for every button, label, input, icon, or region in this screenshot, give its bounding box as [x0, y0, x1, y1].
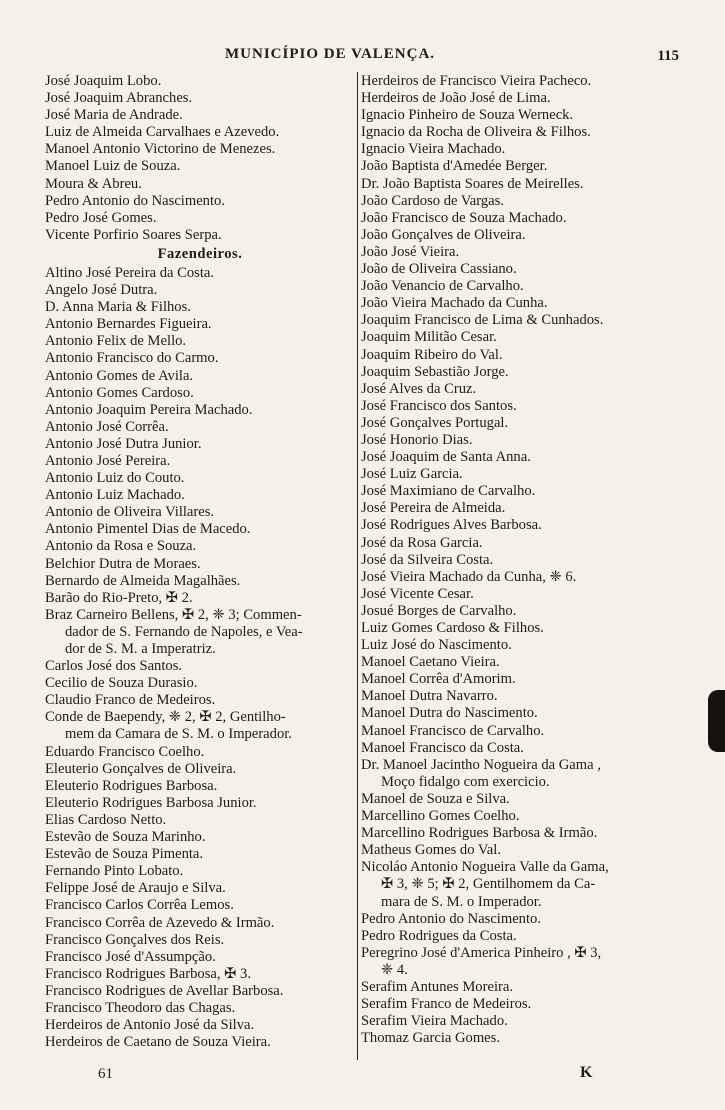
list-item: Joaquim Ribeiro do Val.: [361, 346, 503, 363]
list-item: Marcellino Rodrigues Barbosa & Irmão.: [361, 825, 598, 842]
entry-line: Peregrino José d'America Pinheiro , ✠ 3,: [361, 944, 602, 961]
list-item: Pedro Antonio do Nascimento.: [45, 192, 225, 209]
list-item: João Cardoso de Vargas.: [361, 192, 504, 209]
list-item: Manoel Caetano Vieira.: [361, 654, 500, 671]
list-item: Pedro Antonio do Nascimento.: [361, 910, 541, 927]
list-item: Antonio de Oliveira Villares.: [45, 504, 215, 521]
list-item: José Vicente Cesar.: [361, 585, 474, 602]
list-item: Francisco Corrêa de Azevedo & Irmão.: [45, 914, 275, 931]
list-item: Dr. João Baptista Soares de Meirelles.: [361, 175, 584, 192]
list-item: João Vieira Machado da Cunha.: [361, 295, 548, 312]
merchant-list: [45, 73, 355, 244]
list-item: Herdeiros de João José de Lima.: [361, 90, 551, 107]
list-item: Felippe José de Araujo e Silva.: [45, 880, 226, 897]
list-item: Francisco Carlos Corrêa Lemos.: [45, 897, 234, 914]
list-item: Marcellino Gomes Coelho.: [361, 808, 520, 825]
list-item: Francisco José d'Assumpção.: [45, 948, 216, 965]
list-item: José Luiz Garcia.: [361, 466, 463, 483]
list-item: Ignacio Pinheiro de Souza Werneck.: [361, 107, 574, 124]
entry-line: mem da Camara de S. M. o Imperador.: [65, 726, 292, 743]
list-item: Antonio Felix de Mello.: [45, 333, 187, 350]
list-item: Joaquim Sebastião Jorge.: [361, 363, 509, 380]
list-item: Antonio Gomes de Avila.: [45, 367, 194, 384]
list-item: Herdeiros de Francisco Vieira Pacheco.: [361, 73, 592, 89]
list-item: Luiz José do Nascimento.: [361, 637, 512, 654]
sheet-letter: K: [580, 1064, 593, 1081]
list-item: Manoel de Souza e Silva.: [361, 790, 510, 807]
entry-line: Nicoláo Antonio Nogueira Valle da Gama,: [361, 859, 609, 876]
entry-line: mara de S. M. o Imperador.: [381, 893, 542, 910]
list-item: Vicente Porfirio Soares Serpa.: [45, 226, 222, 243]
entry-line: Moço fidalgo com exercicio.: [381, 773, 550, 790]
entry-line: dador de S. Fernando de Napoles, e Vea-: [65, 623, 303, 640]
list-item: Manoel Dutra Navarro.: [361, 688, 498, 705]
section-heading-fazendeiros: Fazendeiros.: [157, 245, 243, 262]
list-item: Manoel Antonio Victorino de Menezes.: [45, 141, 276, 158]
list-item: Joaquim Militão Cesar.: [361, 329, 497, 346]
list-item: João de Oliveira Cassiano.: [361, 261, 517, 278]
list-item: Herdeiros de Caetano de Souza Vieira.: [45, 1034, 271, 1051]
list-item: José da Silveira Costa.: [361, 551, 494, 568]
farmer-list-f: [361, 911, 701, 945]
list-item: Joaquim Francisco de Lima & Cunhados.: [361, 312, 604, 329]
page-number: 115: [657, 48, 679, 64]
list-item: Manoel Luiz de Souza.: [45, 158, 181, 175]
list-item: Belchior Dutra de Moraes.: [45, 555, 201, 572]
list-item: Antonio Luiz do Couto.: [45, 470, 185, 487]
list-item: Eleuterio Rodrigues Barbosa Junior.: [45, 794, 257, 811]
list-item: José Joaquim Lobo.: [45, 73, 162, 89]
list-item: Antonio Pimentel Dias de Macedo.: [45, 521, 251, 538]
entry-line: Dr. Manoel Jacintho Nogueira da Gama ,: [361, 756, 601, 773]
list-item: José da Rosa Garcia.: [361, 534, 483, 551]
list-item: Francisco Rodrigues de Avellar Barbosa.: [45, 982, 284, 999]
list-item: Antonio José Dutra Junior.: [45, 435, 202, 452]
entry-line: ✠ 3, ❈ 5; ✠ 2, Gentilhomem da Ca-: [381, 876, 596, 893]
list-item: Antonio Joaquim Pereira Machado.: [45, 401, 253, 418]
list-item: Bernardo de Almeida Magalhães.: [45, 572, 241, 589]
list-item: José Francisco dos Santos.: [361, 397, 517, 414]
list-item: Antonio Luiz Machado.: [45, 487, 185, 504]
page-edge-mark: [708, 690, 725, 752]
farmer-list-d: [361, 73, 701, 757]
list-item: Antonio José Corrêa.: [45, 418, 169, 435]
list-item: Manoel Francisco da Costa.: [361, 739, 524, 756]
farmer-list-g: [361, 979, 701, 1047]
list-item: Eleuterio Rodrigues Barbosa.: [45, 777, 218, 794]
list-item: Antonio da Rosa e Souza.: [45, 538, 197, 555]
list-item: Pedro Rodrigues da Costa.: [361, 927, 517, 944]
list-item: Claudio Franco de Medeiros.: [45, 692, 216, 709]
farmer-list-b: [45, 658, 355, 709]
list-item: Matheus Gomes do Val.: [361, 842, 501, 859]
farmer-list-a: [45, 265, 355, 607]
list-item: D. Anna Maria & Filhos.: [45, 299, 191, 316]
list-item: José Vieira Machado da Cunha, ❈ 6.: [361, 568, 577, 585]
list-item: Carlos José dos Santos.: [45, 658, 183, 675]
list-item: Cecilio de Souza Durasio.: [45, 675, 198, 692]
list-item: Fernando Pinto Lobato.: [45, 863, 184, 880]
list-item: Eleuterio Gonçalves de Oliveira.: [45, 760, 237, 777]
list-item: Francisco Gonçalves dos Reis.: [45, 931, 225, 948]
list-item: Moura & Abreu.: [45, 175, 142, 192]
running-title: MUNICÍPIO DE VALENÇA.: [225, 46, 436, 62]
list-item: José Gonçalves Portugal.: [361, 414, 509, 431]
running-head: [0, 46, 725, 68]
farmer-list-c: [45, 744, 355, 1052]
list-item: Serafim Antunes Moreira.: [361, 978, 513, 995]
list-item: Ignacio Vieira Machado.: [361, 141, 506, 158]
list-item: Estevão de Souza Pimenta.: [45, 846, 204, 863]
list-item: Pedro José Gomes.: [45, 209, 157, 226]
list-item: Eduardo Francisco Coelho.: [45, 743, 205, 760]
list-item: Serafim Vieira Machado.: [361, 1013, 508, 1030]
list-item: Francisco Theodoro das Chagas.: [45, 999, 236, 1016]
entry-peregrino-jose: [361, 945, 701, 979]
list-item: Francisco Rodrigues Barbosa, ✠ 3.: [45, 965, 251, 982]
list-item: Ignacio da Rocha de Oliveira & Filhos.: [361, 124, 591, 141]
list-item: Antonio José Pereira.: [45, 452, 171, 469]
entry-conde-de-baependy: [45, 709, 355, 743]
list-item: João Venancio de Carvalho.: [361, 278, 524, 295]
list-item: João Francisco de Souza Machado.: [361, 209, 567, 226]
list-item: Luiz Gomes Cardoso & Filhos.: [361, 620, 544, 636]
list-item: Manoel Corrêa d'Amorim.: [361, 671, 516, 688]
list-item: Elias Cardoso Netto.: [45, 811, 167, 828]
entry-line: Conde de Baependy, ❈ 2, ✠ 2, Gentilho-: [45, 709, 286, 726]
entry-nicolao-antonio: [361, 859, 701, 910]
list-item: José Joaquim de Santa Anna.: [361, 449, 531, 466]
list-item: Estevão de Souza Marinho.: [45, 829, 206, 846]
list-item: Antonio Francisco do Carmo.: [45, 350, 219, 367]
list-item: José Honorio Dias.: [361, 431, 473, 448]
entry-line: ❈ 4.: [381, 961, 408, 978]
list-item: Manoel Dutra do Nascimento.: [361, 705, 538, 722]
list-item: Angelo José Dutra.: [45, 282, 158, 299]
entry-manoel-jacintho: [361, 757, 701, 791]
signature-mark: 61: [98, 1066, 113, 1082]
list-item: José Maximiano de Carvalho.: [361, 483, 536, 500]
list-item: Antonio Gomes Cardoso.: [45, 384, 194, 401]
list-item: João José Vieira.: [361, 243, 460, 260]
list-item: Herdeiros de Antonio José da Silva.: [45, 1017, 255, 1034]
list-item: Barão do Rio-Preto, ✠ 2.: [45, 589, 193, 606]
list-item: João Baptista d'Amedée Berger.: [361, 158, 548, 175]
list-item: Luiz de Almeida Carvalhaes e Azevedo.: [45, 124, 280, 141]
list-item: José Alves da Cruz.: [361, 380, 477, 397]
list-item: José Joaquim Abranches.: [45, 90, 193, 107]
list-item: Antonio Bernardes Figueira.: [45, 316, 212, 333]
list-item: José Pereira de Almeida.: [361, 500, 506, 517]
entry-line: dor de S. M. a Imperatriz.: [65, 641, 216, 657]
list-item: João Gonçalves de Oliveira.: [361, 226, 526, 243]
right-column: [361, 73, 701, 1047]
list-item: José Maria de Andrade.: [45, 107, 183, 124]
list-item: Serafim Franco de Medeiros.: [361, 996, 532, 1013]
list-item: Josué Borges de Carvalho.: [361, 602, 517, 619]
entry-line: Braz Carneiro Bellens, ✠ 2, ❈ 3; Commen-: [45, 606, 302, 623]
farmer-list-e: [361, 791, 701, 859]
entry-braz-carneiro-bellens: [45, 607, 355, 658]
list-item: Manoel Francisco de Carvalho.: [361, 722, 545, 739]
column-divider: [357, 72, 358, 1060]
list-item: Altino José Pereira da Costa.: [45, 264, 215, 281]
list-item: Thomaz Garcia Gomes.: [361, 1030, 500, 1047]
left-column: [45, 73, 355, 1051]
list-item: José Rodrigues Alves Barbosa.: [361, 517, 542, 534]
